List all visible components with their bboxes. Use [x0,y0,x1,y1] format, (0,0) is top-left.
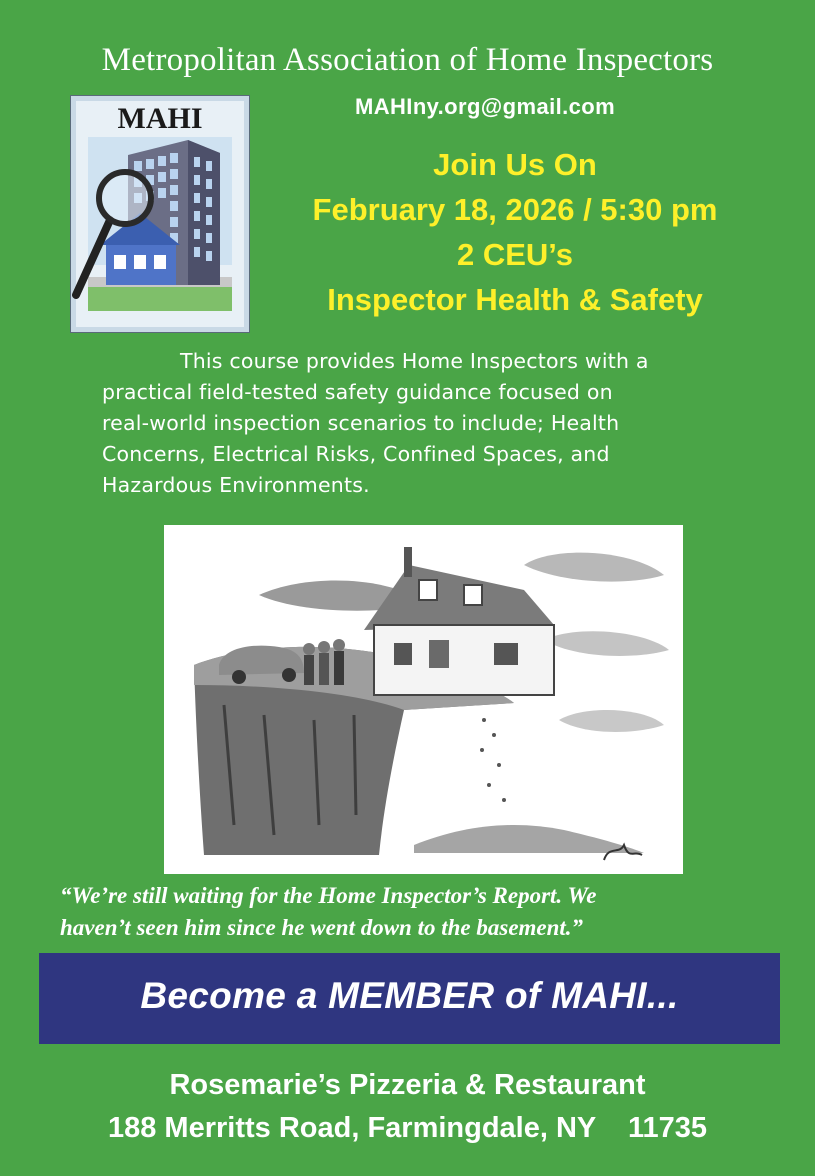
event-ceu: 2 CEU’s [456,237,573,272]
caption-line-1: “We’re still waiting for the Home Inspector’s Report. We [60,883,597,908]
course-description [102,346,762,501]
contact-email: MAHIny.org@gmail.com [355,94,616,119]
description-line-2: practical field-tested safety guidance focused on [102,380,613,404]
description-line-1: This course provides Home Inspectors with a [180,349,649,373]
org-title: Metropolitan Association of Home Inspectors [101,42,714,78]
description-line-5: Hazardous Environments. [102,473,370,497]
event-topic: Inspector Health & Safety [327,282,703,317]
venue-info [0,1064,815,1150]
description-line-4: Concerns, Electrical Risks, Confined Spaces, and [102,442,610,466]
logo-text: MAHI [117,102,203,135]
venue-address: 188 Merritts Road, Farmingdale, NY 11735 [107,1112,708,1144]
cartoon-illustration [164,525,683,874]
cartoon-caption [60,880,780,944]
mahi-logo [70,95,250,333]
event-details [265,142,765,322]
membership-banner [39,953,780,1044]
event-date-time: February 18, 2026 / 5:30 pm [312,192,718,227]
event-intro: Join Us On [433,147,597,182]
description-line-3: real-world inspection scenarios to include; Health [102,411,620,435]
membership-banner-text: Become a MEMBER of MAHI... [140,975,679,1016]
caption-line-2: haven’t seen him since he went down to the basement.” [60,915,584,940]
venue-name: Rosemarie’s Pizzeria & Restaurant [169,1069,646,1101]
